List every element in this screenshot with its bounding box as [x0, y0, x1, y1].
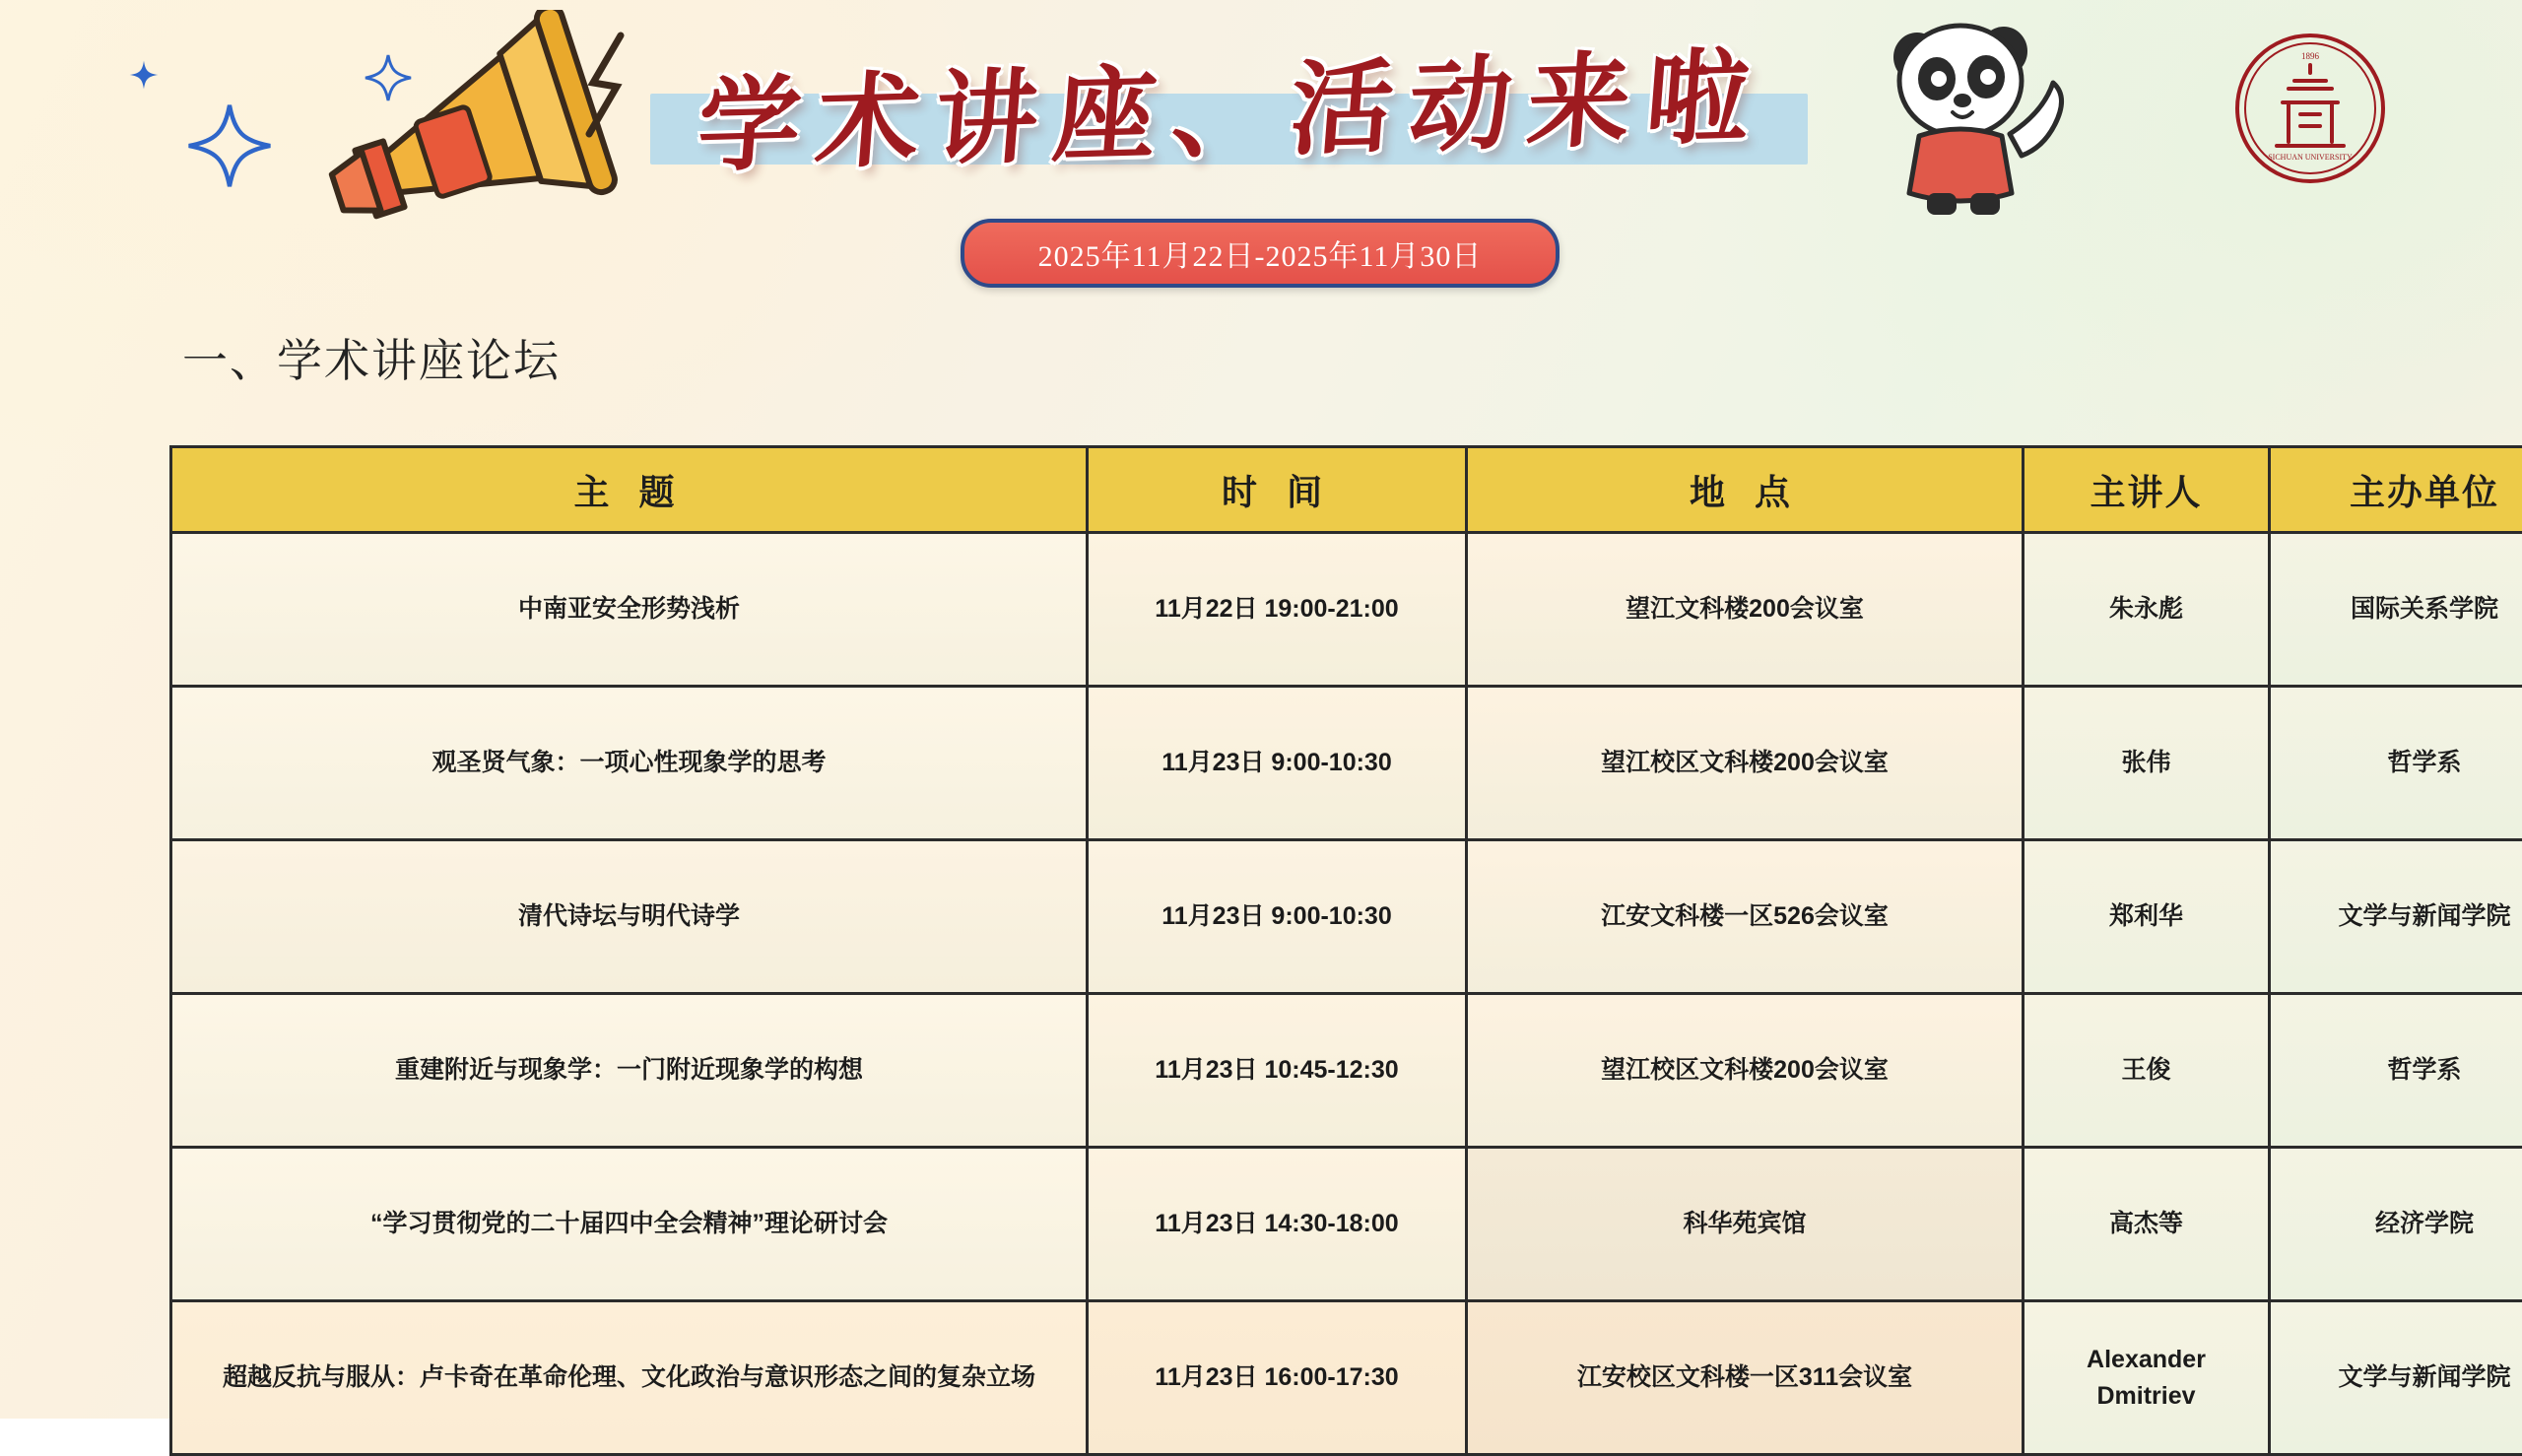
cell-topic: 超越反抗与服从：卢卡奇在革命伦理、文化政治与意识形态之间的复杂立场	[171, 1301, 1088, 1455]
column-header-place: 地 点	[1467, 447, 2024, 533]
column-header-time: 时 间	[1088, 447, 1467, 533]
cell-place: 望江文科楼200会议室	[1467, 533, 2024, 687]
table-row	[171, 994, 2522, 1148]
cell-place: 望江校区文科楼200会议室	[1467, 994, 2024, 1148]
svg-text:SICHUAN UNIVERSITY: SICHUAN UNIVERSITY	[2268, 153, 2353, 162]
cell-speaker: 王俊	[2024, 994, 2270, 1148]
table-row	[171, 840, 2522, 994]
cell-topic: 重建附近与现象学：一门附近现象学的构想	[171, 994, 1088, 1148]
table-row	[171, 533, 2522, 687]
date-range-text: 2025年11月22日-2025年11月30日	[1038, 232, 1483, 275]
cell-speaker: 郑利华	[2024, 840, 2270, 994]
column-header-org: 主办单位	[2270, 447, 2522, 533]
cell-topic: 中南亚安全形势浅析	[171, 533, 1088, 687]
cell-speaker: 朱永彪	[2024, 533, 2270, 687]
cell-time: 11月23日 16:00-17:30	[1088, 1301, 1467, 1455]
date-range-badge	[961, 219, 1560, 288]
poster-header	[0, 0, 2522, 315]
cell-time: 11月22日 19:00-21:00	[1088, 533, 1467, 687]
table-row	[171, 1301, 2522, 1455]
cell-topic: 清代诗坛与明代诗学	[171, 840, 1088, 994]
cell-org: 国际关系学院	[2270, 533, 2522, 687]
table-row	[171, 687, 2522, 840]
cell-time: 11月23日 9:00-10:30	[1088, 840, 1467, 994]
section-heading: 一、学术讲座论坛	[182, 325, 561, 390]
cell-org: 文学与新闻学院	[2270, 840, 2522, 994]
cell-time: 11月23日 14:30-18:00	[1088, 1148, 1467, 1301]
lectures-table-wrapper	[169, 445, 2381, 1456]
cell-speaker: 张伟	[2024, 687, 2270, 840]
sparkle-icon	[126, 57, 162, 99]
cell-org: 经济学院	[2270, 1148, 2522, 1301]
column-header-speaker: 主讲人	[2024, 447, 2270, 533]
sparkle-icon	[187, 103, 272, 202]
table-header-row	[171, 447, 2522, 533]
page-title: 学术讲座、活动来啦	[643, 22, 1821, 202]
svg-text:1896: 1896	[2301, 51, 2320, 61]
cell-time: 11月23日 9:00-10:30	[1088, 687, 1467, 840]
cell-speaker: 高杰等	[2024, 1148, 2270, 1301]
cell-org: 文学与新闻学院	[2270, 1301, 2522, 1455]
lectures-table	[169, 445, 2522, 1456]
column-header-topic: 主 题	[171, 447, 1088, 533]
cell-org: 哲学系	[2270, 687, 2522, 840]
cell-time: 11月23日 10:45-12:30	[1088, 994, 1467, 1148]
cell-topic: 观圣贤气象：一项心性现象学的思考	[171, 687, 1088, 840]
panda-mascot-icon	[1872, 10, 2069, 227]
cell-place: 望江校区文科楼200会议室	[1467, 687, 2024, 840]
cell-org: 哲学系	[2270, 994, 2522, 1148]
cell-place: 江安校区文科楼一区311会议室	[1467, 1301, 2024, 1455]
cell-speaker: Alexander Dmitriev	[2024, 1301, 2270, 1455]
megaphone-icon	[325, 10, 650, 251]
table-row	[171, 1148, 2522, 1301]
cell-place: 科华苑宾馆	[1467, 1148, 2024, 1301]
cell-topic: “学习贯彻党的二十届四中全会精神”理论研讨会	[171, 1148, 1088, 1301]
university-seal-icon	[2231, 30, 2389, 192]
cell-place: 江安文科楼一区526会议室	[1467, 840, 2024, 994]
